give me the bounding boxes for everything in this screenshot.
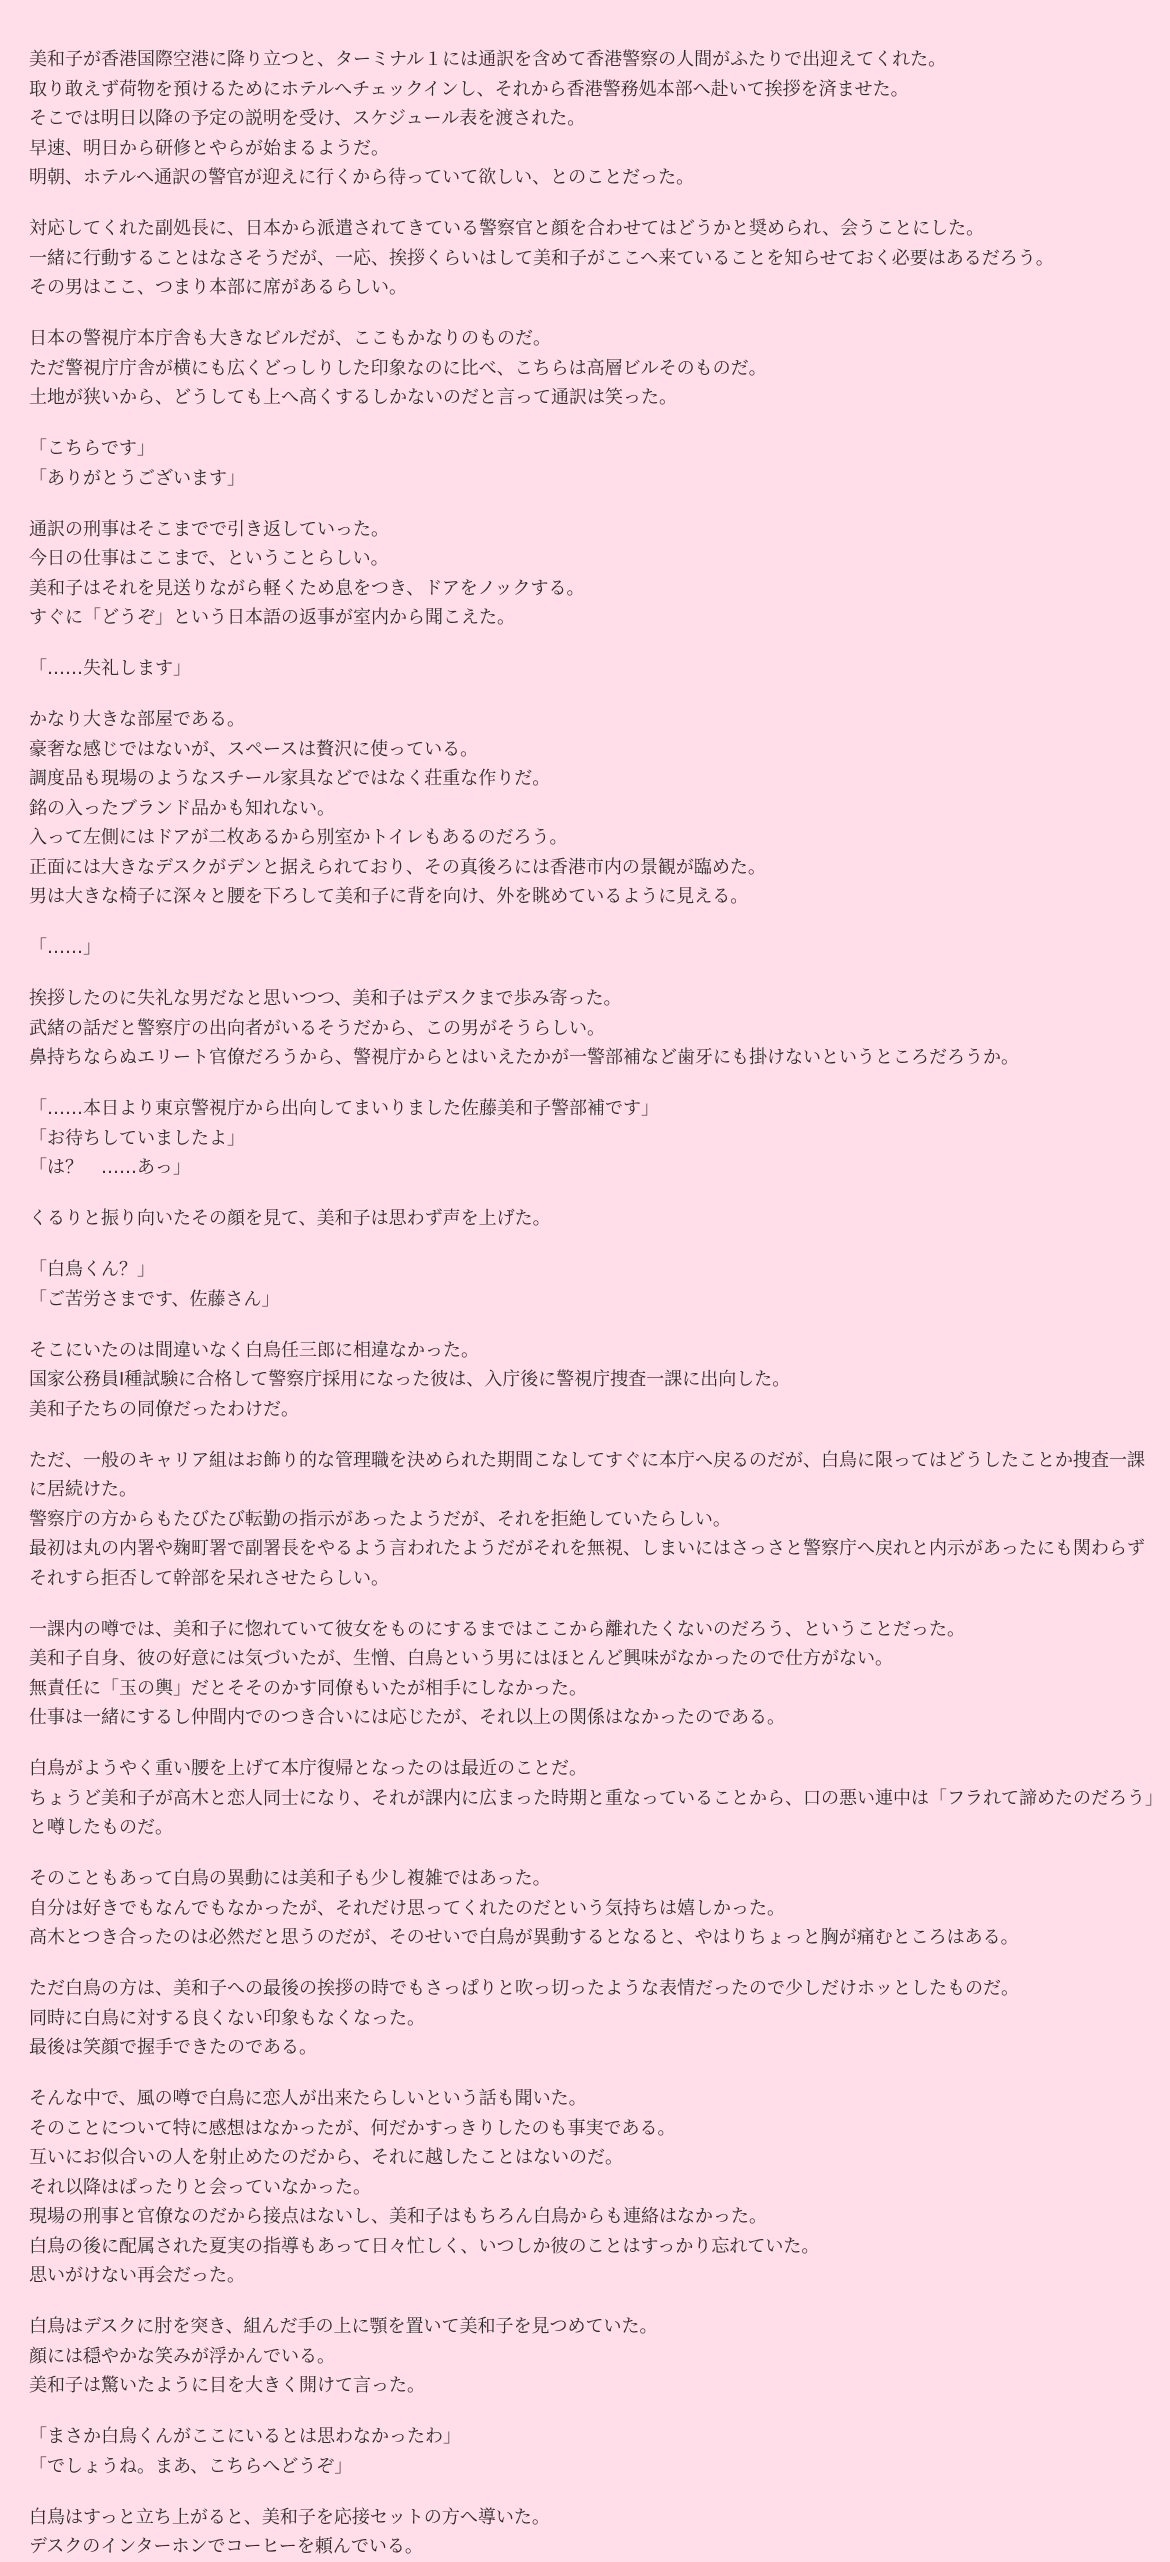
text-line: 互いにお似合いの人を射止めたのだから、それに越したことはないのだ。	[29, 2147, 623, 2168]
text-line: 美和子は驚いたように目を大きく開けて言った。	[29, 2375, 425, 2396]
text-line: 「でしょうね。まあ、こちらへどうぞ」	[29, 2455, 353, 2477]
text-line: ただ、一般のキャリア組はお飾り的な管理職を決められた期間こなしてすぐに本庁へ戻るのだが、白鳥に限ってはどうしたことか捜査一課に居続けた。	[29, 1449, 1145, 1500]
paragraph	[29, 984, 1156, 1073]
paragraph	[29, 214, 1156, 303]
text-line: デスクのインターホンでコーヒーを頼んでいる。	[29, 2536, 423, 2557]
text-line: それ以降はぱったりと会っていなかった。	[29, 2176, 371, 2198]
text-line: ちょうど美和子が高木と恋人同士になり、それが課内に広まった時期と重なっていることから、口の悪い連中は「フラれて諦めたのだろう」と噂したものだ。	[29, 1787, 1154, 1838]
text-line: 最後は笑顔で握手できたのである。	[29, 2037, 317, 2058]
text-line: かなり大きな部屋である。	[29, 709, 245, 730]
paragraph	[29, 1864, 1156, 1953]
text-line: 正面には大きなデスクがデンと据えられており、その真後ろには香港市内の景観が臨めた。	[29, 856, 766, 878]
text-line: 今日の仕事はここまで、ということらしい。	[29, 548, 389, 569]
text-line: 現場の刑事と官僚なのだから接点はないし、美和子はもちろん白鳥からも連絡はなかった。	[29, 2206, 767, 2227]
text-line: そこでは明日以降の予定の説明を受け、スケジュール表を渡された。	[29, 108, 586, 129]
text-line: 思いがけない再会だった。	[29, 2265, 245, 2286]
text-line: 一課内の噂では、美和子に惚れていて彼女をものにするまではここから離れたくないのだろう、ということだった。	[29, 1618, 965, 1640]
text-line: 挨拶したのに失礼な男だなと思いつつ、美和子はデスクまで歩み寄った。	[29, 988, 622, 1009]
text-line: 国家公務員Ⅰ種試験に合格して警察庁採用になった彼は、入庁後に警視庁捜査一課に出向した。	[29, 1369, 791, 1390]
text-line: 日本の警視庁本庁舎も大きなビルだが、ここもかなりのものだ。	[29, 328, 551, 349]
text-line: 白鳥はすっと立ち上がると、美和子を応接セットの方へ導いた。	[29, 2506, 550, 2528]
paragraph	[29, 1754, 1156, 1843]
text-line: 「は？ ……あっ」	[29, 1157, 191, 1178]
text-line: すぐに「どうぞ」という日本語の返事が室内から聞こえた。	[29, 607, 515, 628]
text-line: 高木とつき合ったのは必然だと思うのだが、そのせいで白鳥が異動するとなると、やはりちょっと胸が痛むところはある。	[29, 1927, 1019, 1948]
paragraph	[29, 933, 1156, 963]
text-line: 警察庁の方からもたびたび転勤の指示があったようだが、それを拒絶していたらしい。	[29, 1508, 731, 1530]
text-line: くるりと振り向いたその顔を見て、美和子は思わず声を上げた。	[29, 1208, 551, 1229]
text-line: 「……失礼します」	[29, 658, 191, 679]
text-line: そのことについて特に感想はなかったが、何だかすっきりしたのも事実である。	[29, 2117, 676, 2139]
text-line: 顔には穏やかな笑みが浮かんでいる。	[29, 2345, 335, 2367]
text-line: 早速、明日から研修とやらが始まるようだ。	[29, 137, 389, 159]
text-line: 自分は好きでもなんでもなかったが、それだけ思ってくれたのだという気持ちは嬉しかった。	[29, 1897, 785, 1919]
text-line: 土地が狭いから、どうしても上へ高くするしかないのだと言って通訳は笑った。	[29, 387, 677, 408]
text-line: 対応してくれた副処長に、日本から派遣されてきている警察官と顔を合わせてはどうかと奨められ、会うことにした。	[29, 218, 985, 239]
paragraph	[29, 1974, 1156, 2063]
paragraph	[29, 1255, 1156, 1314]
text-line: 鼻持ちならぬエリート官僚だろうから、警視庁からとはいえたかが一警部補など歯牙にも掛けないというところだろうか。	[29, 1047, 1019, 1068]
text-line: 白鳥がようやく重い腰を上げて本庁復帰となったのは最近のことだ。	[29, 1758, 587, 1779]
text-line: 「お待ちしていましたよ」	[29, 1127, 245, 1149]
text-line: 「……」	[29, 937, 101, 958]
text-line: 調度品も現場のようなスチール家具などではなく荘重な作りだ。	[29, 768, 551, 789]
text-line: 「ご苦労さまです、佐藤さん」	[29, 1288, 280, 1310]
text-line: 「白鳥くん？」	[29, 1259, 155, 1280]
text-line: 男は大きな椅子に深々と腰を下ろして美和子に背を向け、外を眺めているように見える。	[29, 886, 749, 907]
text-line: 銘の入ったブランド品かも知れない。	[29, 797, 335, 819]
text-line: 美和子たちの同僚だったわけだ。	[29, 1398, 299, 1420]
text-line: 「こちらです」	[29, 438, 155, 459]
text-line: 一緒に行動することはなさそうだが、一応、挨拶くらいはして美和子がここへ来ていることを知らせておく必要はあるだろう。	[29, 247, 1054, 269]
text-line: 明朝、ホテルへ通訳の警官が迎えに行くから待っていて欲しい、とのことだった。	[29, 167, 695, 188]
paragraph	[29, 1094, 1156, 1183]
paragraph	[29, 2312, 1156, 2401]
paragraph	[29, 2422, 1156, 2481]
text-line: ただ警視庁庁舎が横にも広くどっしりした印象なのに比べ、こちらは高層ビルそのものだ。	[29, 357, 767, 379]
paragraph	[29, 1446, 1156, 1594]
text-line: 「……本日より東京警視庁から出向してまいりました佐藤美和子警部補です」	[29, 1098, 659, 1119]
text-line: 「まさか白鳥くんがここにいるとは思わなかったわ」	[29, 2426, 461, 2447]
text-line: ただ白鳥の方は、美和子への最後の挨拶の時でもさっぱりと吹っ切ったような表情だったので少しだけホッとしたものだ。	[29, 1978, 1019, 1999]
paragraph	[29, 45, 1156, 193]
text-line: 取り敢えず荷物を預けるためにホテルへチェックインし、それから香港警務処本部へ赴いて挨拶を済ませた。	[29, 78, 909, 100]
text-line: 豪奢な感じではないが、スペースは贅沢に使っている。	[29, 738, 479, 760]
text-line: そのこともあって白鳥の異動には美和子も少し複雑ではあった。	[29, 1868, 551, 1889]
paragraph	[29, 434, 1156, 493]
text-line: 白鳥はデスクに肘を突き、組んだ手の上に顎を置いて美和子を見つめていた。	[29, 2316, 658, 2337]
text-line: 「ありがとうございます」	[29, 467, 245, 489]
paragraph	[29, 1336, 1156, 1425]
text-line: 美和子自身、彼の好意には気づいたが、生憎、白鳥という男にはほとんど興味がなかったので仕方がない。	[29, 1648, 893, 1669]
paragraph	[29, 1615, 1156, 1733]
text-line: 無責任に「玉の輿」だとそそのかす同僚もいたが相手にしなかった。	[29, 1677, 587, 1699]
text-line: 美和子はそれを見送りながら軽くため息をつき、ドアをノックする。	[29, 577, 585, 599]
paragraph	[29, 2503, 1156, 2562]
text-line: 入って左側にはドアが二枚あるから別室かトイレもあるのだろう。	[29, 827, 568, 848]
text-line: 最初は丸の内署や麹町署で副署長をやるよう言われたようだがそれを無視、しまいにはさっさと警察庁へ戻れと内示があったにも関わらずそれすら拒否して幹部を呆れさせたらしい。	[29, 1538, 1145, 1589]
paragraph	[29, 705, 1156, 912]
paragraph	[29, 1204, 1156, 1234]
text-line: 仕事は一緒にするし仲間内でのつき合いには応じたが、それ以上の関係はなかったのである。	[29, 1707, 785, 1728]
paragraph	[29, 654, 1156, 684]
text-line: 武緒の話だと警察庁の出向者がいるそうだから、この男がそうらしい。	[29, 1017, 605, 1039]
paragraph	[29, 2084, 1156, 2291]
text-line: その男はここ、つまり本部に席があるらしい。	[29, 277, 407, 298]
paragraph	[29, 515, 1156, 633]
text-line: そんな中で、風の噂で白鳥に恋人が出来たらしいという話も聞いた。	[29, 2088, 587, 2109]
text-line: 同時に白鳥に対する良くない印象もなくなった。	[29, 2007, 425, 2029]
paragraph	[29, 324, 1156, 413]
text-line: 通訳の刑事はそこまでで引き返していった。	[29, 518, 389, 540]
text-line: 白鳥の後に配属された夏実の指導もあって日々忙しく、いつしか彼のことはすっかり忘れていた。	[29, 2235, 820, 2257]
text-line: そこにいたのは間違いなく白鳥任三郎に相違なかった。	[29, 1339, 479, 1361]
text-line: 美和子が香港国際空港に降り立つと、ターミナル１には通訳を含めて香港警察の人間がふたりで出迎えてくれた。	[29, 49, 947, 70]
